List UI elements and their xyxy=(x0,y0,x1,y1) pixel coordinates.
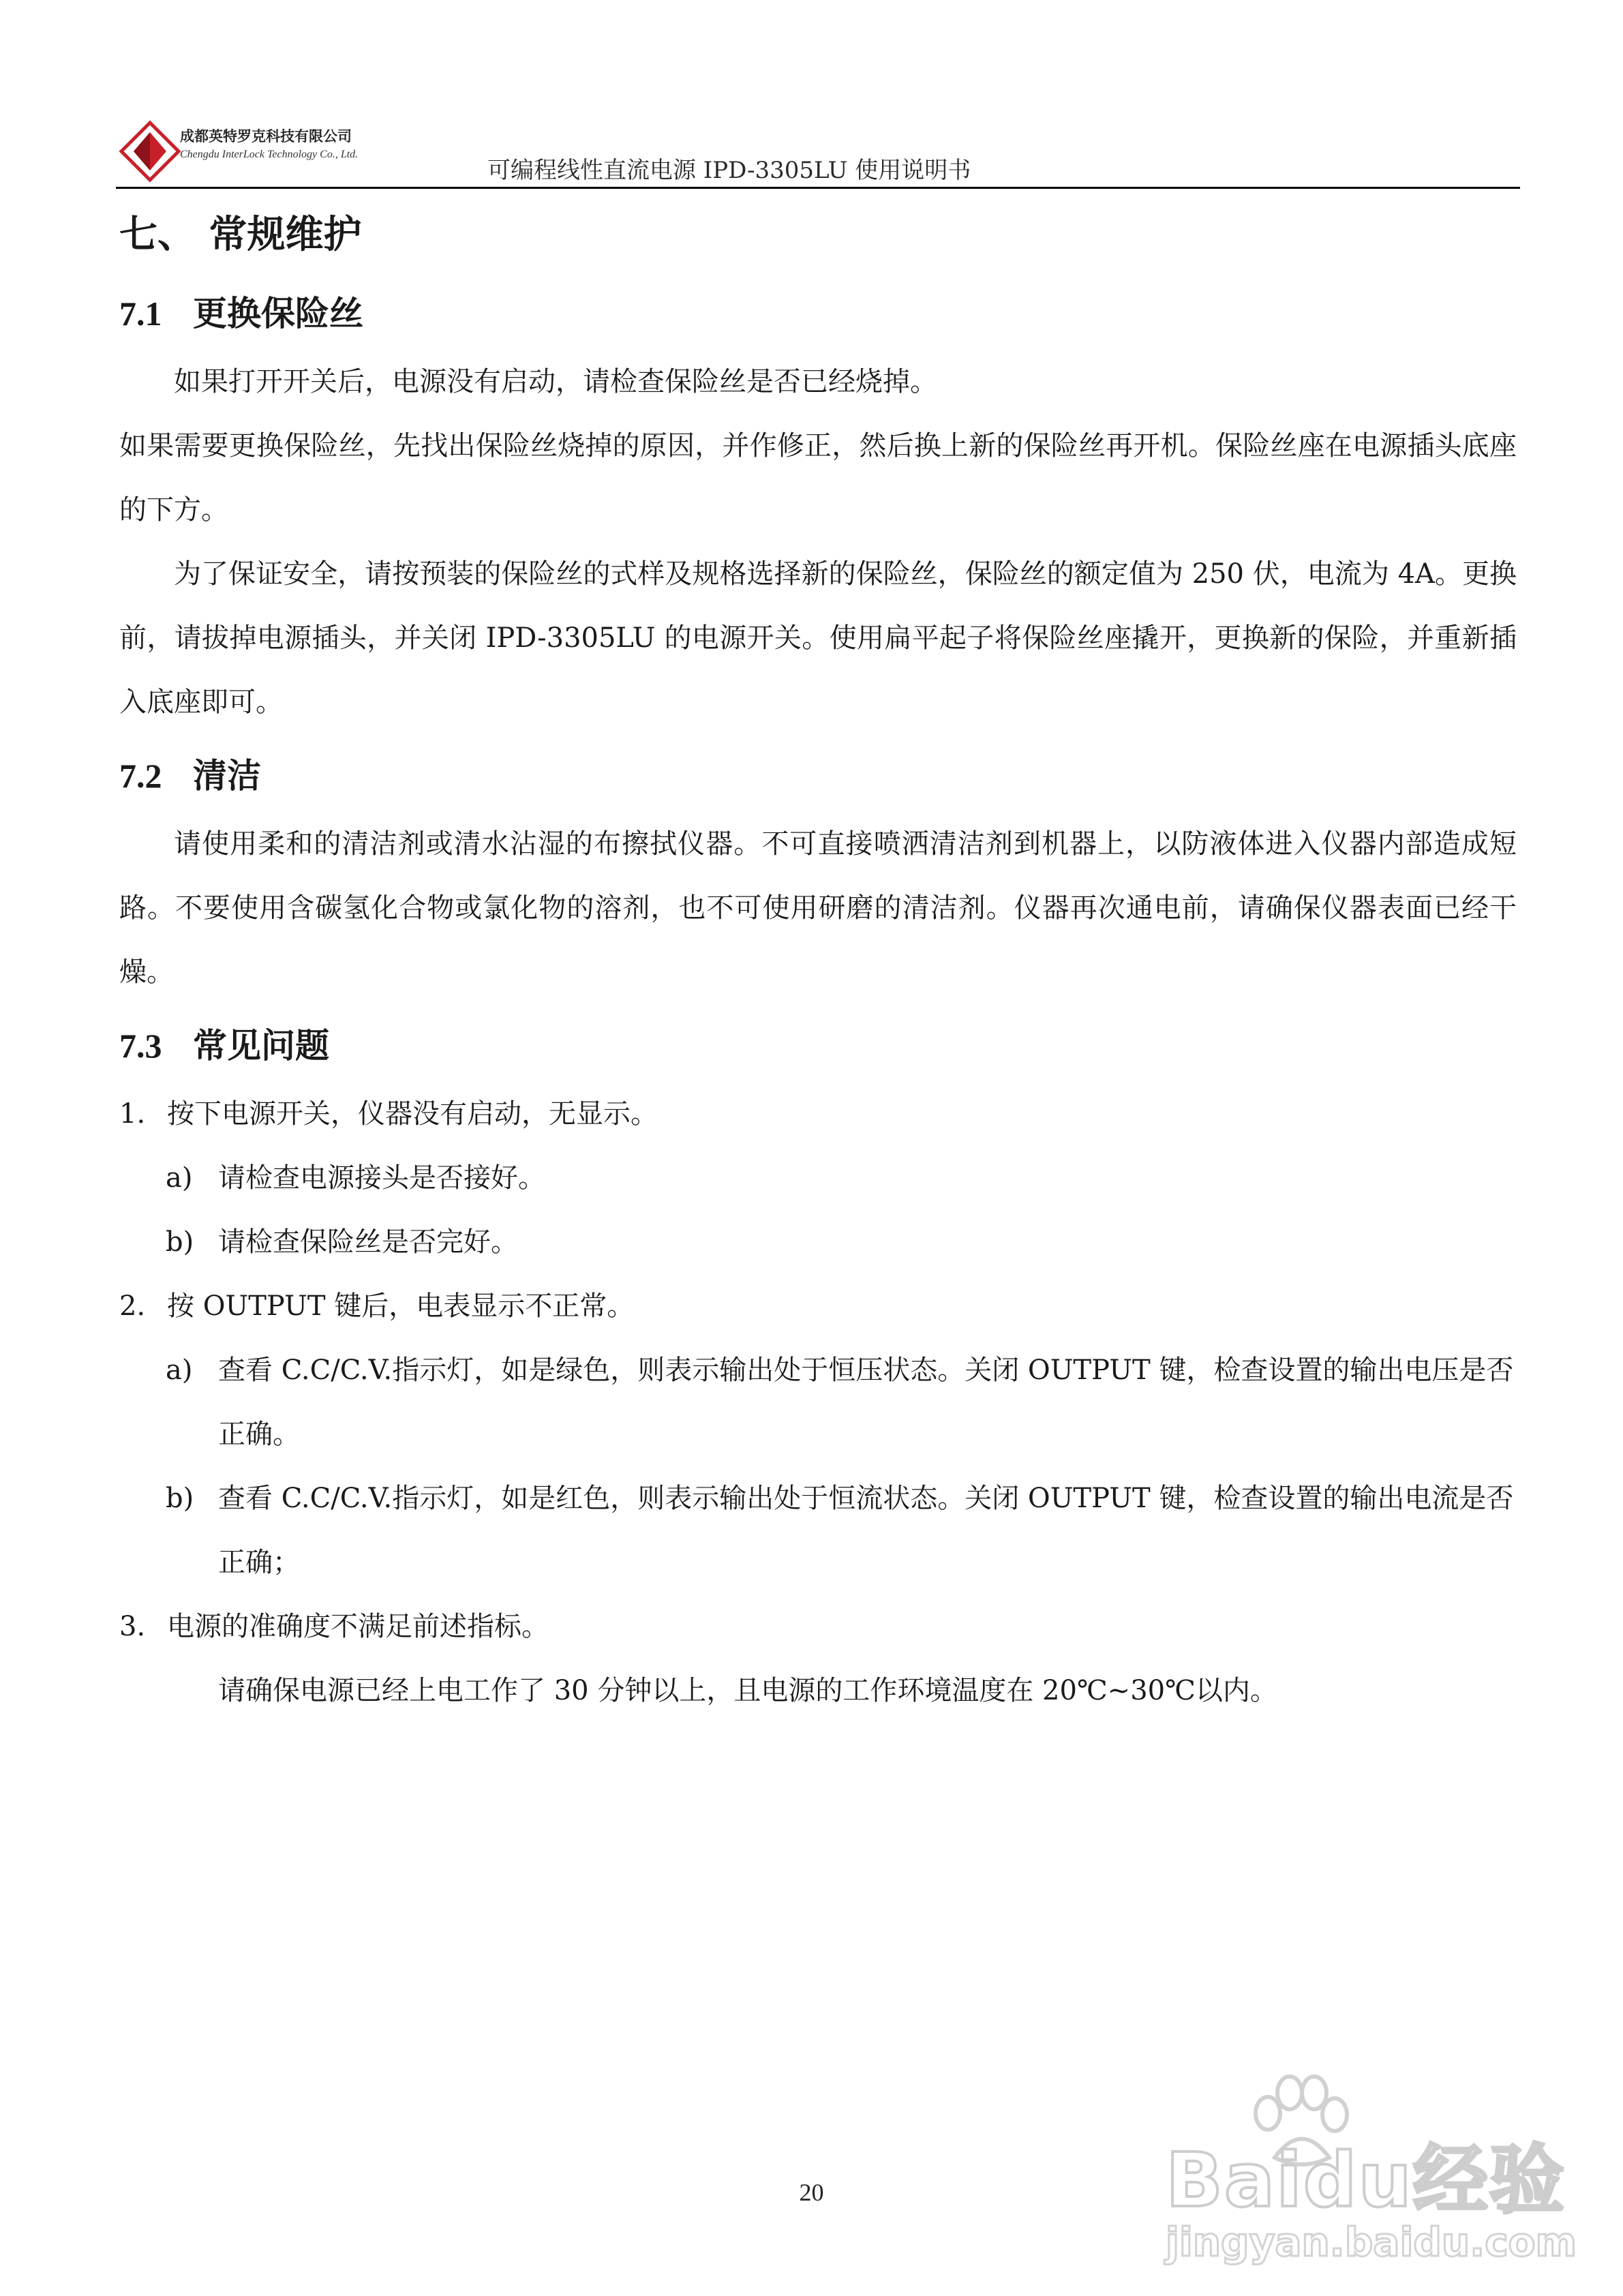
list-marker: 2. xyxy=(119,1290,146,1322)
list-marker: b) xyxy=(166,1226,194,1258)
document-title: 可编程线性直流电源 IPD-3305LU 使用说明书 xyxy=(487,157,971,184)
main-content xyxy=(119,208,1517,1723)
list-item-text: 请检查保险丝是否完好。 xyxy=(218,1226,518,1258)
list-item xyxy=(119,1082,1517,1146)
list-item xyxy=(119,1595,1517,1659)
list-subitem xyxy=(119,1466,1517,1595)
watermark-brand: Baidu经验 xyxy=(1166,2136,1566,2224)
section-heading-7-1 xyxy=(119,290,1517,337)
section-heading-7-3 xyxy=(119,1022,1517,1070)
section-title: 常见问题 xyxy=(193,1026,329,1066)
list-subitem xyxy=(119,1210,1517,1274)
section-number: 7.3 xyxy=(119,1027,162,1065)
diamond-logo-icon xyxy=(116,117,184,185)
section-title: 更换保险丝 xyxy=(193,294,363,333)
company-name-cn: 成都英特罗克科技有限公司 xyxy=(180,128,352,145)
list-item xyxy=(119,1274,1517,1338)
list-item-text: 按 OUTPUT 键后，电表显示不正常。 xyxy=(167,1290,635,1322)
list-item-text: 查看 C.C/C.V.指示灯，如是绿色，则表示输出处于恒压状态。关闭 OUTPUT 键，检查设置的输出电压是否正确。 xyxy=(218,1355,1514,1450)
watermark-url: jingyan.baidu.com xyxy=(1166,2219,1577,2265)
paragraph: 请使用柔和的清洁剂或清水沾湿的布擦拭仪器。不可直接喷洒清洁剂到机器上，以防液体进入仪器内部造成短路。不要使用含碳氢化合物或氯化物的溶剂，也不可使用研磨的清洁剂。仪器再次通电前，请确保仪器表面已经干燥。 xyxy=(119,828,1517,988)
list-marker: b) xyxy=(166,1483,194,1514)
list-subitem xyxy=(119,1146,1517,1210)
header-divider xyxy=(116,187,1520,189)
list-marker: a) xyxy=(166,1355,193,1386)
list-subitem xyxy=(119,1338,1517,1466)
page-header xyxy=(116,102,1520,187)
paragraph: 如果需要更换保险丝，先找出保险丝烧掉的原因，并作修正，然后换上新的保险丝再开机。保险丝座在电源插头底座的下方。 xyxy=(119,430,1517,526)
baidu-watermark xyxy=(1152,2072,1577,2277)
paragraph: 如果打开开关后，电源没有启动，请检查保险丝是否已经烧掉。 xyxy=(174,366,937,397)
page-number: 20 xyxy=(799,2179,824,2206)
list-item-text: 按下电源开关，仪器没有启动，无显示。 xyxy=(167,1098,658,1130)
section-title: 清洁 xyxy=(193,756,261,796)
section-heading-7-2 xyxy=(119,752,1517,800)
chapter-title: 七、 常规维护 xyxy=(119,213,362,257)
section-number: 7.2 xyxy=(119,757,162,795)
paragraph: 为了保证安全，请按预装的保险丝的式样及规格选择新的保险丝，保险丝的额定值为 250 伏，电流为 4A。更换前，请拔掉电源插头，并关闭 IPD-3305LU 的电源开关。使用扁平起子将保险丝座撬开，更换新的保险，并重新插入底座即可。 xyxy=(119,558,1517,718)
list-item-detail: 请确保电源已经上电工作了 30 分钟以上，且电源的工作环境温度在 20℃~30℃以内。 xyxy=(218,1675,1277,1706)
list-item-text: 查看 C.C/C.V.指示灯，如是红色，则表示输出处于恒流状态。关闭 OUTPUT 键，检查设置的输出电流是否正确； xyxy=(218,1483,1514,1578)
section-number: 7.1 xyxy=(119,294,162,333)
list-marker: a) xyxy=(166,1162,193,1194)
list-marker: 1. xyxy=(119,1098,146,1130)
company-name-en: Chengdu InterLock Technology Co., Ltd. xyxy=(180,149,359,160)
list-marker: 3. xyxy=(119,1611,146,1642)
list-item-text: 电源的准确度不满足前述指标。 xyxy=(167,1611,549,1642)
list-item-text: 请检查电源接头是否接好。 xyxy=(218,1162,545,1194)
